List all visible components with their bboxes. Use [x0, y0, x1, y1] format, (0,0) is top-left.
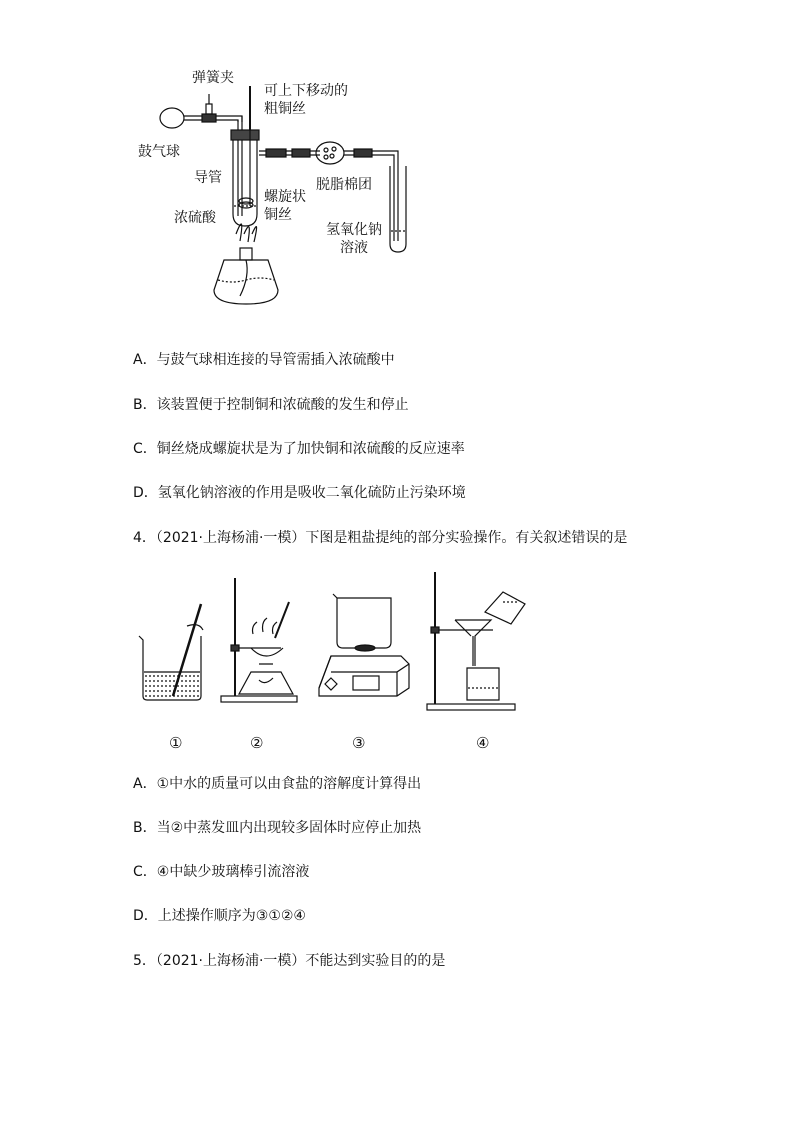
- label-bulb: 鼓气球: [138, 144, 180, 160]
- q3-option-a: A．与鼓气球相连接的导管需插入浓硫酸中: [133, 352, 395, 368]
- label-guide-tube: 导管: [194, 170, 222, 186]
- q4-option-b: B．当②中蒸发皿内出现较多固体时应停止加热: [133, 820, 422, 836]
- salt-purification-figure: [133, 568, 553, 718]
- bulb-shape: [160, 108, 184, 128]
- q4-option-c: C．④中缺少玻璃棒引流溶液: [133, 864, 310, 880]
- label-spiral-2: 铜丝: [264, 207, 292, 223]
- label-naoh-2: 溶液: [340, 240, 368, 256]
- q4-option-d: D．上述操作顺序为③①②④: [133, 908, 306, 924]
- label-movable-wire-2: 粗铜丝: [264, 101, 306, 117]
- figure-number-2: ②: [250, 734, 264, 752]
- figure-number-3: ③: [352, 734, 366, 752]
- q4-stem: 4．（2021·上海杨浦·一模）下图是粗盐提纯的部分实验操作。有关叙述错误的是: [133, 530, 628, 546]
- label-acid: 浓硫酸: [174, 210, 216, 226]
- label-spring-clip: 弹簧夹: [192, 70, 234, 86]
- q3-option-c: C．铜丝烧成螺旋状是为了加快铜和浓硫酸的反应速率: [133, 441, 465, 457]
- label-spiral-1: 螺旋状: [264, 189, 306, 205]
- figure-number-4: ④: [476, 734, 490, 752]
- apparatus-figure: [120, 66, 450, 328]
- label-naoh-1: 氢氧化钠: [326, 222, 382, 238]
- label-cotton: 脱脂棉团: [316, 177, 372, 193]
- label-movable-wire-1: 可上下移动的: [264, 83, 348, 99]
- q3-option-d: D．氢氧化钠溶液的作用是吸收二氧化硫防止污染环境: [133, 485, 466, 501]
- salt-purification-drawing: [133, 568, 553, 718]
- q4-option-a: A．①中水的质量可以由食盐的溶解度计算得出: [133, 776, 422, 792]
- q5-stem: 5．（2021·上海杨浦·一模）不能达到实验目的的是: [133, 953, 446, 969]
- q3-option-b: B．该装置便于控制铜和浓硫酸的发生和停止: [133, 397, 409, 413]
- figure-number-1: ①: [169, 734, 183, 752]
